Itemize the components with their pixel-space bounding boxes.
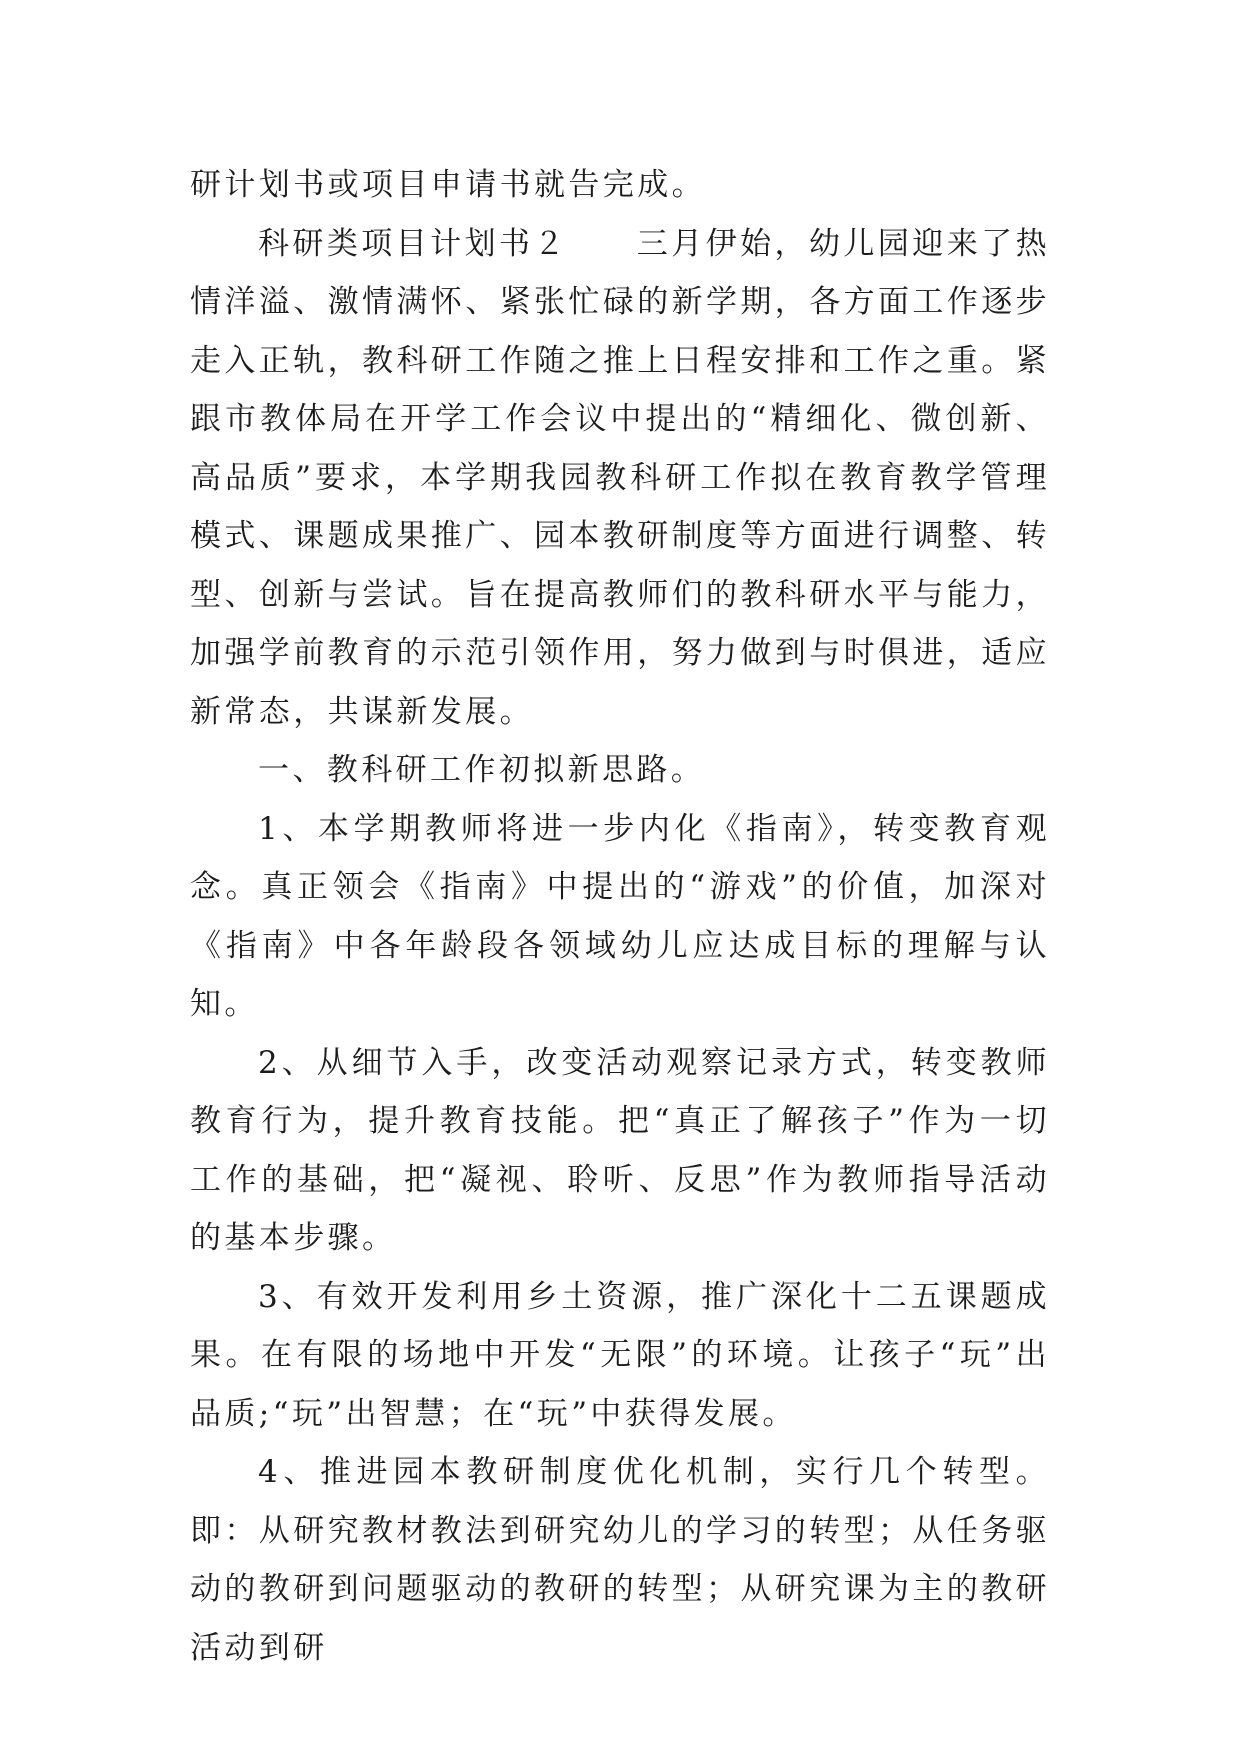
paragraph: 科研类项目计划书２ 三月伊始，幼儿园迎来了热情洋溢、激情满怀、紧张忙碌的新学期，各方面工作逐步走入正轨，教科研工作随之推上日程安排和工作之重。紧跟市教体局在开学工作会议中提出的“精细化、微创新、高品质”要求，本学期我园教科研工作拟在教育教学管理模式、课题成果推广、园本教研制度等方面进行调整、转型、创新与尝试。旨在提高教师们的教科研水平与能力，加强学前教育的示范引领作用，努力做到与时俱进，适应新常态，共谋新发展。	[190, 225, 1050, 730]
section-heading: 一、教科研工作初拟新思路。	[258, 752, 706, 788]
paragraph: 2、从细节入手，改变活动观察记录方式，转变教师教育行为，提升教育技能。把“真正了解孩子”作为一切工作的基础，把“凝视、聆听、反思”作为教师指导活动的基本步骤。	[190, 1044, 1050, 1256]
paragraph: 研计划书或项目申请书就告完成。	[190, 167, 706, 203]
document-body	[190, 156, 1050, 1677]
paragraph: 1、本学期教师将进一步内化《指南》，转变教育观念。真正领会《指南》中提出的“游戏”的价值，加深对《指南》中各年龄段各领域幼儿应达成目标的理解与认知。	[190, 810, 1050, 1022]
paragraph: 4、推进园本教研制度优化机制，实行几个转型。即：从研究教材教法到研究幼儿的学习的转型；从任务驱动的教研到问题驱动的教研的转型；从研究课为主的教研活动到研	[190, 1454, 1050, 1666]
paragraph: 3、有效开发利用乡土资源，推广深化十二五课题成果。在有限的场地中开发“无限”的环境。让孩子“玩”出品质;“玩”出智慧；在“玩”中获得发展。	[190, 1278, 1050, 1432]
